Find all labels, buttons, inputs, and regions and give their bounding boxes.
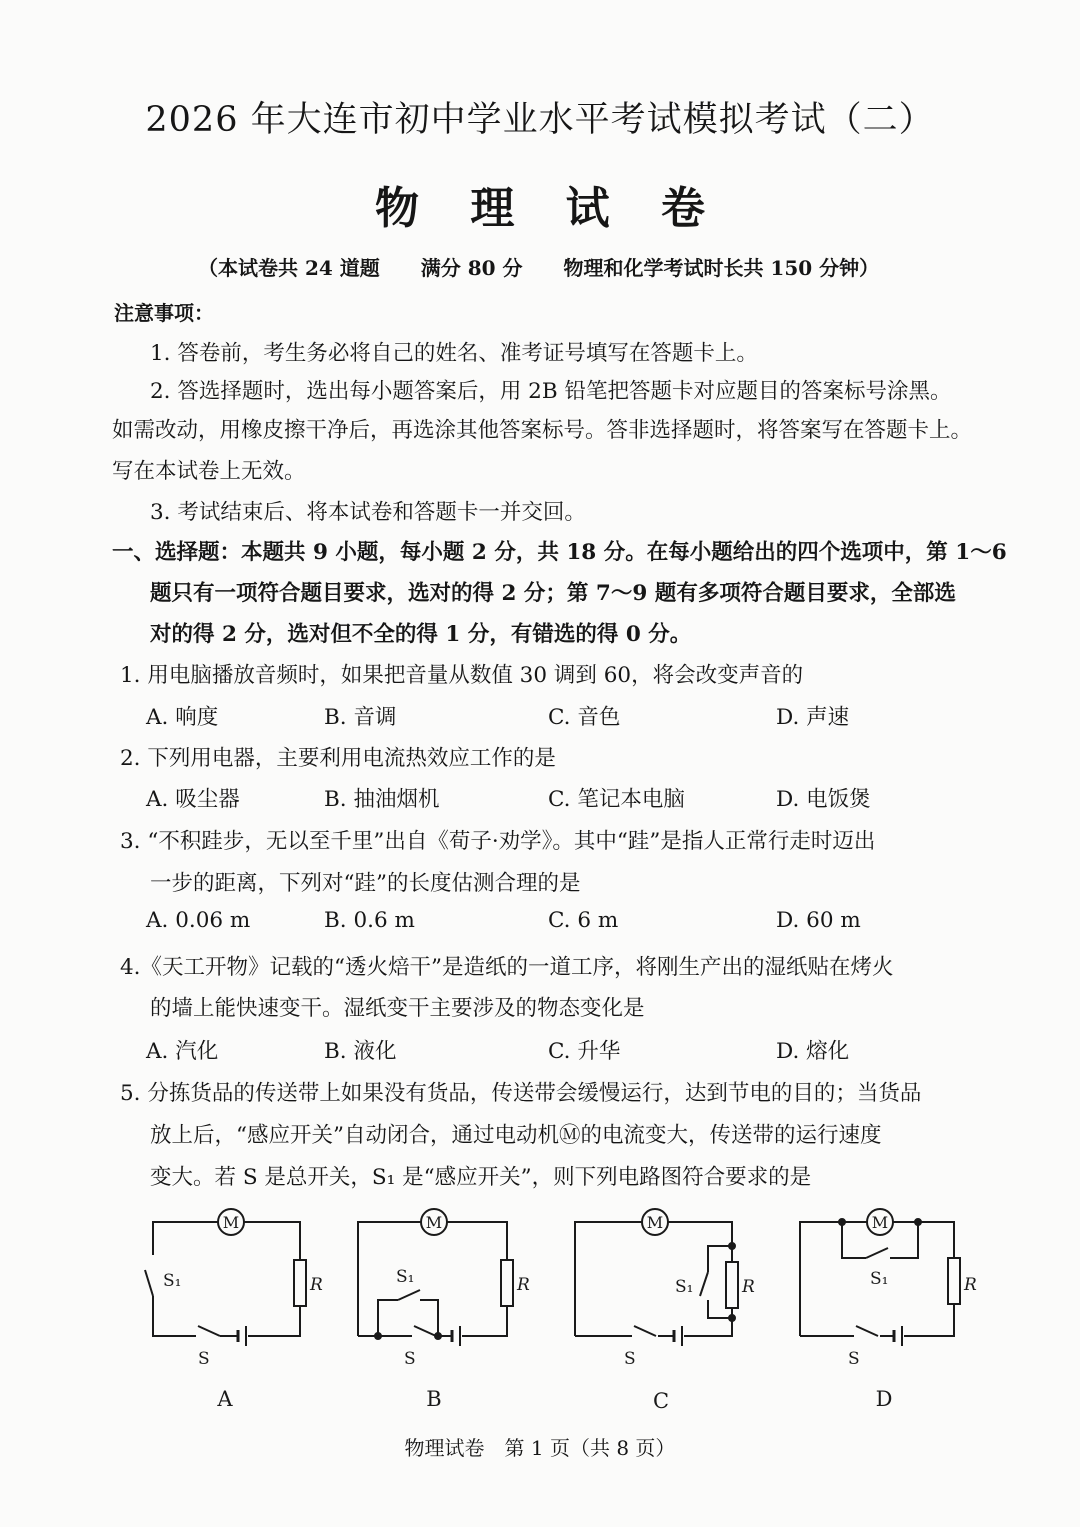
section-heading: 一、选择题：本题共 9 小题，每小题 2 分，共 18 分。在每小题给出的四个选项中，第 1～6 bbox=[112, 540, 1007, 565]
circuit-c-s-label: S bbox=[624, 1349, 636, 1369]
circuit-a-switch-s bbox=[198, 1326, 220, 1336]
circuit-c-motor-label: M bbox=[646, 1213, 664, 1232]
q3-option-d: D. 60 m bbox=[776, 908, 861, 933]
notice-item-2-end: 写在本试卷上无效。 bbox=[112, 459, 306, 484]
circuit-d-switch-s1 bbox=[866, 1248, 888, 1258]
info-duration: 物理和化学考试时长共 150 分钟） bbox=[563, 256, 880, 280]
info-full-score: 满分 80 分 bbox=[420, 256, 523, 280]
q1-option-a: A. 响度 bbox=[146, 705, 219, 730]
circuit-d-motor-label: M bbox=[871, 1213, 889, 1232]
section-instructions: 题只有一项符合题目要求，选对的得 2 分；第 7～9 题有多项符合题目要求，全部选 bbox=[150, 581, 956, 606]
section-instructions-end: 对的得 2 分，选对但不全的得 1 分，有错选的得 0 分。 bbox=[150, 622, 692, 647]
q3-option-c: C. 6 m bbox=[548, 908, 619, 933]
question-5-stem: 5. 分拣货品的传送带上如果没有货品，传送带会缓慢运行，达到节电的目的；当货品 bbox=[120, 1081, 922, 1106]
q2-option-c: C. 笔记本电脑 bbox=[548, 787, 685, 812]
q1-option-b: B. 音调 bbox=[324, 705, 397, 730]
question-4-stem-cont: 的墙上能快速变干。湿纸变干主要涉及的物态变化是 bbox=[150, 996, 645, 1021]
question-5-stem-end: 变大。若 S 是总开关，S₁ 是“感应开关”，则下列电路图符合要求的是 bbox=[150, 1165, 812, 1190]
circuit-label-a: A bbox=[217, 1387, 233, 1411]
q2-option-b: B. 抽油烟机 bbox=[324, 787, 440, 812]
question-1-stem: 1. 用电脑播放音频时，如果把音量从数值 30 调到 60，将会改变声音的 bbox=[120, 663, 804, 688]
q3-option-a: A. 0.06 m bbox=[146, 908, 251, 933]
circuit-b-s-label: S bbox=[404, 1349, 416, 1369]
notice-item-2: 2. 答选择题时，选出每小题答案后，用 2B 铅笔把答题卡对应题目的答案标号涂黑。 bbox=[150, 379, 952, 404]
q3-option-b: B. 0.6 m bbox=[324, 908, 415, 933]
circuit-b-switch-s bbox=[414, 1326, 436, 1336]
q2-option-a: A. 吸尘器 bbox=[146, 787, 240, 812]
q1-option-c: C. 音色 bbox=[548, 705, 621, 730]
circuit-a-s1-label: S₁ bbox=[163, 1271, 182, 1291]
question-5-stem-cont: 放上后，“感应开关”自动闭合，通过电动机Ⓜ的电流变大，传送带的运行速度 bbox=[150, 1123, 882, 1148]
question-3-stem: 3. “不积跬步，无以至千里”出自《荀子·劝学》。其中“跬”是指人正常行走时迈出 bbox=[120, 829, 876, 854]
q4-option-b: B. 液化 bbox=[324, 1039, 397, 1064]
circuit-b-r-label: R bbox=[517, 1275, 530, 1295]
circuit-label-d: D bbox=[875, 1387, 893, 1411]
notice-heading: 注意事项： bbox=[114, 301, 214, 325]
circuit-a-switch-s1 bbox=[145, 1270, 153, 1296]
q1-option-d: D. 声速 bbox=[776, 705, 850, 730]
q4-option-d: D. 熔化 bbox=[776, 1039, 850, 1064]
exam-title: 2026 年大连市初中学业水平考试模拟考试（二） bbox=[145, 100, 935, 140]
circuit-b-s1-label: S₁ bbox=[396, 1267, 415, 1287]
page-footer: 物理试卷 第 1 页（共 8 页） bbox=[404, 1436, 676, 1460]
circuit-c-s1-label: S₁ bbox=[675, 1277, 694, 1297]
question-3-stem-cont: 一步的距离，下列对“跬”的长度估测合理的是 bbox=[150, 871, 581, 896]
circuit-d-resistor bbox=[948, 1258, 960, 1304]
q4-option-c: C. 升华 bbox=[548, 1039, 621, 1064]
circuit-b-resistor bbox=[501, 1260, 513, 1306]
circuit-d-s-label: S bbox=[848, 1349, 860, 1369]
circuit-c-resistor bbox=[726, 1262, 738, 1308]
circuit-c-r-label: R bbox=[742, 1277, 755, 1297]
q4-option-a: A. 汽化 bbox=[146, 1039, 219, 1064]
circuit-c-switch-s bbox=[634, 1326, 656, 1336]
notice-item-3: 3. 考试结束后、将本试卷和答题卡一并交回。 bbox=[150, 500, 586, 525]
circuit-d-s1-label: S₁ bbox=[870, 1269, 889, 1289]
circuit-label-b: B bbox=[426, 1387, 442, 1411]
circuit-d-switch-s bbox=[856, 1326, 878, 1336]
question-2-stem: 2. 下列用电器，主要利用电流热效应工作的是 bbox=[120, 746, 556, 771]
notice-item-2-cont: 如需改动，用橡皮擦干净后，再选涂其他答案标号。答非选择题时，将答案写在答题卡上。 bbox=[112, 418, 973, 443]
circuit-b-motor-label: M bbox=[425, 1213, 443, 1232]
q2-option-d: D. 电饭煲 bbox=[776, 787, 871, 812]
circuit-d-r-label: R bbox=[964, 1275, 977, 1295]
circuit-a-r-label: R bbox=[310, 1275, 323, 1295]
exam-subtitle: 物 理 试 卷 bbox=[375, 183, 723, 234]
exam-info bbox=[198, 252, 913, 281]
info-question-count: （本试卷共 24 道题 bbox=[198, 256, 380, 280]
circuit-a-resistor bbox=[294, 1260, 306, 1306]
circuit-a-motor-label: M bbox=[222, 1213, 240, 1232]
circuit-a-s-label: S bbox=[198, 1349, 210, 1369]
circuit-diagrams bbox=[0, 1200, 1080, 1430]
notice-item-1: 1. 答卷前，考生务必将自己的姓名、准考证号填写在答题卡上。 bbox=[150, 341, 758, 366]
question-4-stem: 4.《天工开物》记载的“透火焙干”是造纸的一道工序，将刚生产出的湿纸贴在烤火 bbox=[120, 955, 894, 980]
circuit-b-switch-s1 bbox=[398, 1290, 420, 1300]
circuit-label-c: C bbox=[652, 1389, 670, 1413]
circuit-c-switch-s1 bbox=[700, 1272, 708, 1296]
